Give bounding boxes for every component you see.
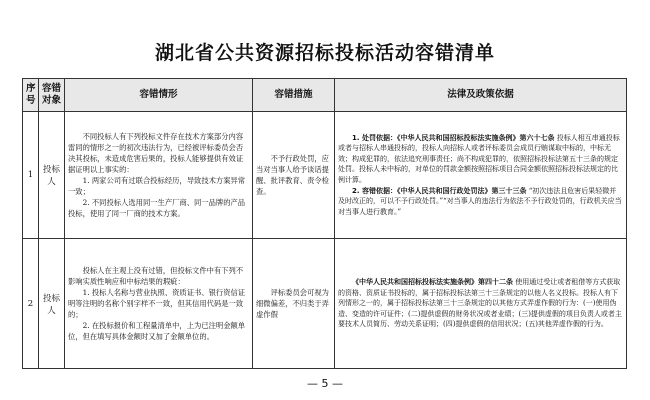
law-paragraph xyxy=(338,133,623,186)
row-seq: 1 xyxy=(23,112,39,239)
row-seq: 2 xyxy=(23,239,39,369)
situation-paragraph: 1. 两家公司有过联合投标经历，导致技术方案异常一致； xyxy=(68,176,246,196)
header-seq: 序号 xyxy=(23,79,39,112)
law-paragraph xyxy=(338,186,623,218)
law-text: 投标人相互串通投标或者与招标人串通投标的，投标人向招标人或者评标委员会成员行贿谋取中标的，中标无效；构成犯罪的，依法追究刑事责任；尚不构成犯罪的，依照招标投标法第五十三条的规定处罚。投标人未中标的，对单位的罚款金额按照招标项目合同金额依照招标投标法规定的比例计算。 xyxy=(338,133,620,184)
row-measure xyxy=(253,112,335,239)
header-law: 法律及政策依据 xyxy=(335,79,627,112)
situation-paragraph: 1. 投标人名称与营业执照、资质证书、银行资信证明等注明的名称个别字样不一致，但其信用代码是一致的； xyxy=(68,288,246,319)
header-situation: 容错情形 xyxy=(65,79,253,112)
situation-paragraph: 不同投标人有下列投标文件存在技术方案部分内容雷同的情形之一的初次违法行为，已经被评标委员会否决其投标，未造成危害后果的，投标人能够提供有效证据证明以上事实的： xyxy=(68,132,244,174)
situation-paragraph: 投标人在主观上没有过错，但投标文件中有下列不影响实质性响应和中标结果的瑕疵： xyxy=(68,266,244,286)
law-paragraph xyxy=(338,277,623,330)
row-situation xyxy=(65,112,253,239)
header-measure: 容错措施 xyxy=(253,79,335,112)
table-row xyxy=(23,112,627,239)
law-citation: 《中华人民共和国招标投标法实施条例》第四十二条 xyxy=(352,278,513,287)
law-citation: 2. 容错依据：《中华人民共和国行政处罚法》第三十三条 xyxy=(352,186,527,195)
law-text: 使用通过受让或者租借等方式获取的资格、资质证书投标的，属于招标投标法第三十三条规定的以他人名义投标。投标人有下列情形之一的，属于招标投标法第三十三条规定的以其他方式弄虚作假的行为：(一)使用伪造、变造的许可证件；(二)提供虚假的财务状况或者业绩；(三)提供虚假的项目负责人或者主要技术人员简历、劳动关系证明；(四)提供虚假的信用状况；(五)其他弄虚作假的行为。 xyxy=(338,278,622,329)
measure-text: 评标委员会可视为细微偏差，不归类于弄虚作假 xyxy=(256,288,329,319)
table-header-row xyxy=(23,79,627,112)
situation-paragraph: 2. 在投标报价和工程量清单中，上为已注明金额单位，但在填写具体金额时又加了金额单位的。 xyxy=(68,321,246,341)
header-object: 容错对象 xyxy=(39,79,65,112)
law-text: “初次违法且危害后果轻微并及时改正的，可以不予行政处罚。”“对当事人的违法行为依法不予行政处罚的，行政机关应当对当事人进行教育。” xyxy=(338,186,622,216)
row-law xyxy=(335,239,627,369)
page-number: — 5 — xyxy=(307,377,343,390)
fault-tolerance-table xyxy=(22,78,627,369)
row-object: 投标人 xyxy=(39,112,65,239)
law-citation: 1. 处罚依据：《中华人民共和国招标投标法实施条例》第六十七条 xyxy=(352,133,555,142)
row-law xyxy=(335,112,627,239)
situation-paragraph: 2. 不同投标人选用同一生产厂商、同一品牌的产品投标，使用了同一厂商的技术方案。 xyxy=(68,198,246,218)
row-object: 投标人 xyxy=(39,239,65,369)
row-measure xyxy=(253,239,335,369)
table-row xyxy=(23,239,627,369)
row-situation xyxy=(65,239,253,369)
page-title: 湖北省公共资源招标投标活动容错清单 xyxy=(154,42,495,64)
measure-text: 不予行政处罚，应当对当事人给予谈话提醒、批评教育、责令检查。 xyxy=(256,154,329,196)
